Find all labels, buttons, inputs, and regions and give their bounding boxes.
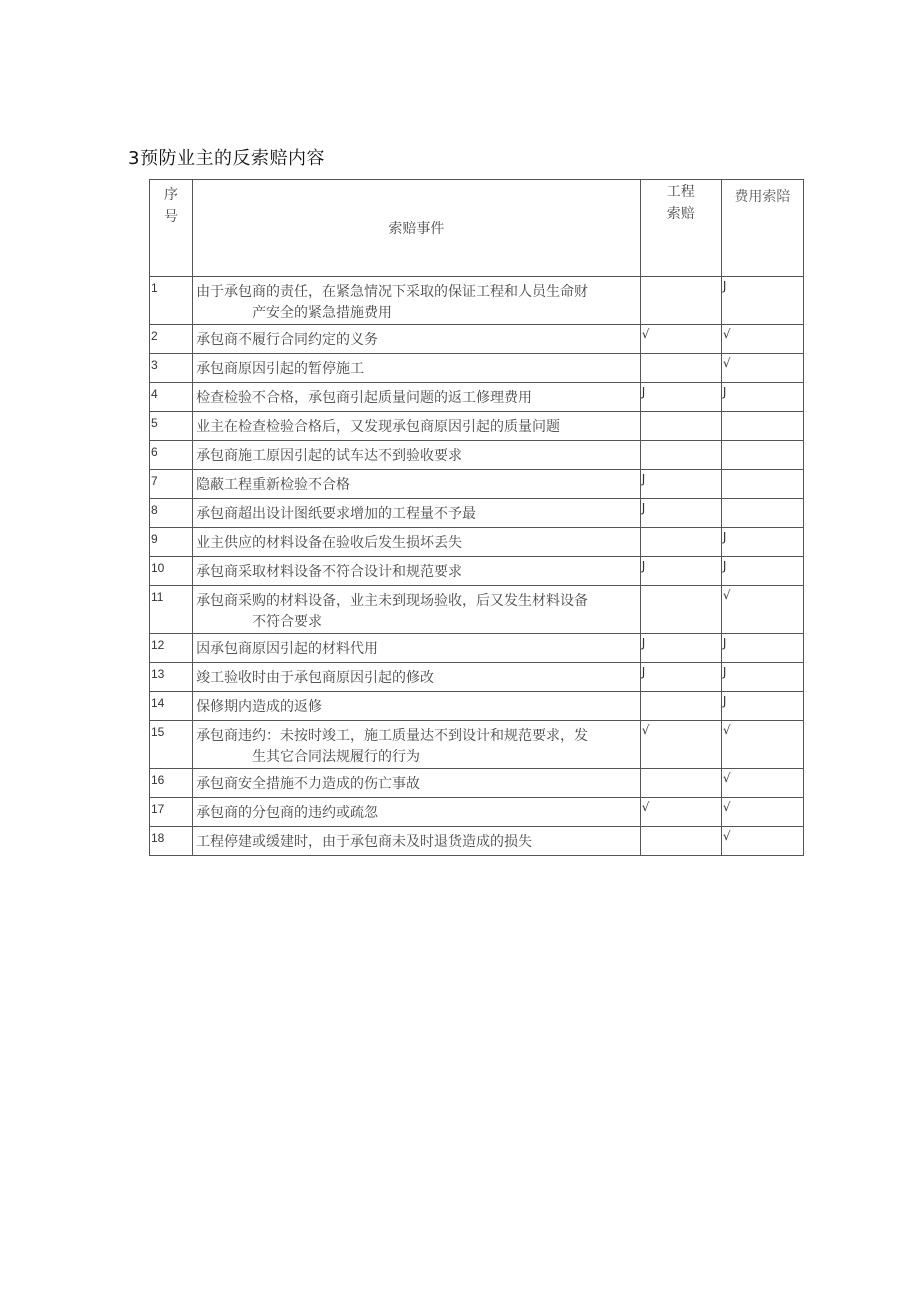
engineering-claim-mark: J bbox=[640, 499, 721, 528]
row-number: 7 bbox=[150, 470, 193, 499]
table-row bbox=[150, 586, 804, 634]
row-number: 15 bbox=[150, 721, 193, 769]
fee-claim-mark bbox=[721, 470, 803, 499]
row-number: 3 bbox=[150, 354, 193, 383]
event-line1: 承包商不履行合同约定的义务 bbox=[196, 332, 379, 348]
engineering-claim-mark bbox=[640, 827, 721, 856]
table-row bbox=[150, 528, 804, 557]
event-line1: 竣工验收时由于承包商原因引起的修改 bbox=[196, 670, 435, 686]
table-body bbox=[150, 277, 804, 856]
fee-claim-mark bbox=[721, 499, 803, 528]
row-event bbox=[193, 528, 641, 557]
table-row bbox=[150, 692, 804, 721]
row-number: 12 bbox=[150, 634, 193, 663]
engineering-claim-mark bbox=[640, 769, 721, 798]
event-line2: 产安全的紧急措施费用 bbox=[252, 305, 393, 321]
page-title: 3预防业主的反索赔内容 bbox=[128, 148, 325, 169]
table-row bbox=[150, 663, 804, 692]
row-event bbox=[193, 383, 641, 412]
row-event bbox=[193, 769, 641, 798]
engineering-claim-mark bbox=[640, 412, 721, 441]
fee-claim-mark: √ bbox=[721, 586, 803, 634]
table-row bbox=[150, 383, 804, 412]
header-seq-line1: 序 bbox=[164, 187, 179, 203]
event-line1: 承包商安全措施不力造成的伤亡事故 bbox=[196, 776, 421, 792]
event-line1: 承包商违约：未按时竣工，施工质量达不到设计和规范要求，发 bbox=[196, 728, 589, 744]
row-event bbox=[193, 692, 641, 721]
row-number: 9 bbox=[150, 528, 193, 557]
table-row bbox=[150, 769, 804, 798]
fee-claim-mark: J bbox=[721, 663, 803, 692]
fee-claim-mark: √ bbox=[721, 769, 803, 798]
event-line1: 承包商超出设计图纸要求增加的工程量不予最 bbox=[196, 506, 477, 522]
row-number: 4 bbox=[150, 383, 193, 412]
fee-claim-mark: √ bbox=[721, 827, 803, 856]
event-line1: 检查检验不合格，承包商引起质量问题的返工修理费用 bbox=[196, 390, 533, 406]
event-line1: 因承包商原因引起的材料代用 bbox=[196, 641, 379, 657]
header-eng-line1: 工程 bbox=[666, 184, 695, 200]
engineering-claim-mark: J bbox=[640, 634, 721, 663]
row-event bbox=[193, 325, 641, 354]
event-line1: 业主供应的材料设备在验收后发生损坏丢失 bbox=[196, 535, 463, 551]
table-row bbox=[150, 827, 804, 856]
fee-claim-mark: √ bbox=[721, 325, 803, 354]
row-number: 8 bbox=[150, 499, 193, 528]
engineering-claim-mark bbox=[640, 354, 721, 383]
event-line1: 业主在检查检验合格后，又发现承包商原因引起的质量问题 bbox=[196, 419, 561, 435]
header-engineering-claim bbox=[640, 180, 721, 277]
table-row bbox=[150, 557, 804, 586]
fee-claim-mark bbox=[721, 412, 803, 441]
fee-claim-mark: J bbox=[721, 557, 803, 586]
event-line1: 隐蔽工程重新检验不合格 bbox=[196, 477, 351, 493]
row-number: 14 bbox=[150, 692, 193, 721]
row-number: 17 bbox=[150, 798, 193, 827]
fee-claim-mark: J bbox=[721, 528, 803, 557]
row-event bbox=[193, 827, 641, 856]
row-number: 16 bbox=[150, 769, 193, 798]
event-line1: 承包商采取材料设备不符合设计和规范要求 bbox=[196, 564, 463, 580]
fee-claim-mark: J bbox=[721, 634, 803, 663]
engineering-claim-mark: √ bbox=[640, 721, 721, 769]
row-event bbox=[193, 354, 641, 383]
fee-claim-mark: √ bbox=[721, 354, 803, 383]
header-seq-line2: 号 bbox=[164, 209, 179, 225]
engineering-claim-mark bbox=[640, 277, 721, 325]
engineering-claim-mark: J bbox=[640, 663, 721, 692]
table-row bbox=[150, 470, 804, 499]
table-row bbox=[150, 634, 804, 663]
row-number: 11 bbox=[150, 586, 193, 634]
row-number: 13 bbox=[150, 663, 193, 692]
event-line1: 承包商原因引起的暂停施工 bbox=[196, 361, 365, 377]
fee-claim-mark bbox=[721, 441, 803, 470]
engineering-claim-mark bbox=[640, 528, 721, 557]
header-event: 索赔事件 bbox=[193, 180, 641, 277]
claims-table bbox=[149, 179, 804, 856]
fee-claim-mark: J bbox=[721, 277, 803, 325]
event-line1: 工程停建或缓建时，由于承包商未及时退货造成的损失 bbox=[196, 834, 533, 850]
header-seq bbox=[150, 180, 193, 277]
row-number: 1 bbox=[150, 277, 193, 325]
engineering-claim-mark: √ bbox=[640, 325, 721, 354]
event-line1: 承包商采购的材料设备，业主未到现场验收，后又发生材料设备 bbox=[196, 593, 589, 609]
header-eng-line2: 索赔 bbox=[666, 206, 695, 222]
fee-claim-mark: J bbox=[721, 692, 803, 721]
table-row bbox=[150, 354, 804, 383]
row-number: 2 bbox=[150, 325, 193, 354]
engineering-claim-mark bbox=[640, 441, 721, 470]
table-row bbox=[150, 412, 804, 441]
event-line1: 承包商的分包商的违约或疏忽 bbox=[196, 805, 379, 821]
row-event bbox=[193, 557, 641, 586]
row-event bbox=[193, 798, 641, 827]
table-row bbox=[150, 798, 804, 827]
row-event bbox=[193, 663, 641, 692]
row-number: 18 bbox=[150, 827, 193, 856]
engineering-claim-mark bbox=[640, 586, 721, 634]
event-line2: 生其它合同法规履行的行为 bbox=[252, 749, 421, 765]
event-line2: 不符合要求 bbox=[252, 614, 323, 630]
fee-claim-mark: √ bbox=[721, 798, 803, 827]
row-event bbox=[193, 441, 641, 470]
row-number: 5 bbox=[150, 412, 193, 441]
engineering-claim-mark: J bbox=[640, 470, 721, 499]
event-line1: 由于承包商的责任，在紧急情况下采取的保证工程和人员生命财 bbox=[196, 284, 589, 300]
fee-claim-mark: J bbox=[721, 383, 803, 412]
row-event bbox=[193, 499, 641, 528]
engineering-claim-mark: J bbox=[640, 383, 721, 412]
row-event bbox=[193, 586, 641, 634]
row-event bbox=[193, 412, 641, 441]
table-row bbox=[150, 721, 804, 769]
fee-claim-mark: √ bbox=[721, 721, 803, 769]
row-event bbox=[193, 634, 641, 663]
event-line1: 承包商施工原因引起的试车达不到验收要求 bbox=[196, 448, 463, 464]
engineering-claim-mark bbox=[640, 692, 721, 721]
row-event bbox=[193, 470, 641, 499]
row-event bbox=[193, 721, 641, 769]
row-number: 6 bbox=[150, 441, 193, 470]
table-row bbox=[150, 277, 804, 325]
row-event bbox=[193, 277, 641, 325]
engineering-claim-mark: √ bbox=[640, 798, 721, 827]
table-header-row bbox=[150, 180, 804, 277]
table-row bbox=[150, 499, 804, 528]
header-fee-claim: 费用索陪 bbox=[721, 180, 803, 277]
table-row bbox=[150, 325, 804, 354]
engineering-claim-mark: J bbox=[640, 557, 721, 586]
table-row bbox=[150, 441, 804, 470]
event-line1: 保修期内造成的返修 bbox=[196, 699, 323, 715]
row-number: 10 bbox=[150, 557, 193, 586]
